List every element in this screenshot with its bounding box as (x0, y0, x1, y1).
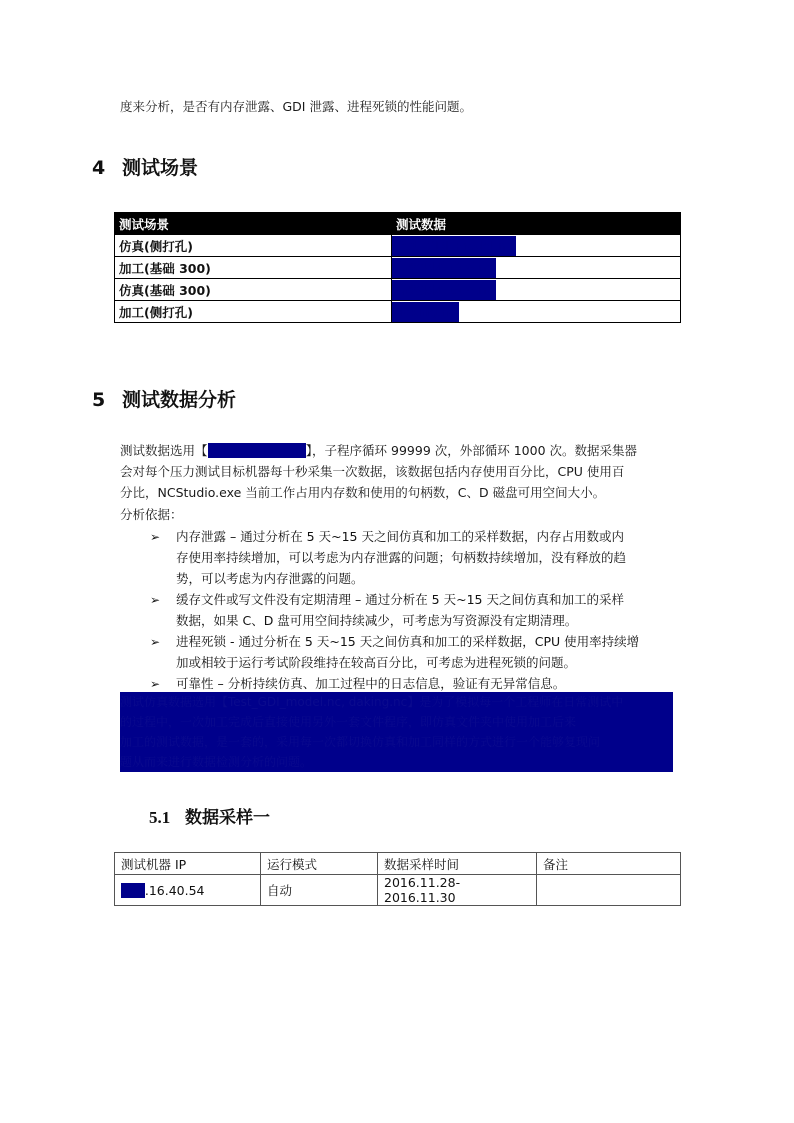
highlighted-line: 加工的测试数据，是一套的，采用每一次都切换仿真和加工同样的方式进行一个能够复现问 (120, 735, 601, 749)
section-4-heading (92, 153, 198, 180)
section-title: 测试场景 (122, 157, 199, 179)
sample-table (114, 852, 681, 906)
table-header-row (115, 213, 681, 235)
section-number: 5 (92, 389, 106, 411)
bullet-line: 势，可以考虑为内存泄露的问题。 (176, 571, 364, 586)
para-text: 测试数据选用【 (120, 443, 208, 458)
header-ip: 测试机器 IP (115, 853, 261, 875)
bullet-item (176, 526, 676, 589)
section-title: 数据采样一 (185, 808, 270, 828)
bullet-item (176, 673, 676, 694)
bullet-item (176, 631, 676, 673)
bullet-line: 存使用率持续增加，可以考虑为内存泄露的问题；句柄数持续增加，没有释放的趋 (176, 550, 627, 565)
table-row (115, 875, 681, 906)
section-title: 测试数据分析 (122, 389, 237, 411)
note-cell (537, 875, 681, 906)
scene-cell: 仿真(侧打孔) (115, 235, 392, 257)
highlighted-paragraph (120, 692, 673, 772)
time-cell: 2016.11.28-2016.11.30 (378, 875, 537, 906)
data-value-highlight: Test_GDI_model.nc (392, 236, 516, 256)
data-value-highlight: 高要集团-道环.nc (392, 258, 496, 278)
table-row (115, 235, 681, 257)
bullet-line: 进程死锁 - 通过分析在 5 天~15 天之间仿真和加工的采样数据，CPU 使用率持续增 (176, 634, 640, 649)
header-mode: 运行模式 (261, 853, 378, 875)
data-cell (392, 257, 681, 279)
analysis-paragraph-line-1 (120, 440, 637, 461)
ip-suffix: .16.40.54 (144, 882, 205, 898)
header-note: 备注 (537, 853, 681, 875)
header-time: 数据采样时间 (378, 853, 537, 875)
data-file-highlight: 高要集团-道环.nc (207, 443, 306, 458)
highlighted-line: 的过程中，一次加工完成后直接使用另外一套文件程序，即仿真文件夹中使用加工后来 (120, 715, 577, 729)
arrow-bullet-icon: ➢ (150, 635, 161, 649)
header-data: 测试数据 (392, 213, 681, 235)
mode-cell: 自动 (261, 875, 378, 906)
data-value-highlight: daking.nc (392, 302, 459, 322)
data-cell (392, 279, 681, 301)
arrow-bullet-icon: ➢ (150, 677, 161, 691)
bullet-line: 可靠性 – 分析持续仿真、加工过程中的日志信息，验证有无异常信息。 (176, 676, 566, 691)
table-row (115, 257, 681, 279)
data-cell (392, 235, 681, 257)
bullet-line: 内存泄露 – 通过分析在 5 天~15 天之间仿真和加工的采样数据，内存占用数或内 (176, 529, 624, 544)
table-row (115, 301, 681, 323)
section-number: 4 (92, 157, 106, 179)
bullet-line: 加或相较于运行考试阶段维持在较高百分比，可考虑为进程死锁的问题。 (176, 655, 577, 670)
scene-cell: 仿真(基础 300) (115, 279, 392, 301)
scene-table (114, 212, 681, 323)
ip-cell (115, 875, 261, 906)
bullet-item (176, 589, 676, 631)
analysis-paragraph-line-2: 会对每个压力测试目标机器每十秒采集一次数据，该数据包括内存使用百分比，CPU 使用百 (120, 464, 625, 479)
scene-cell: 加工(侧打孔) (115, 301, 392, 323)
section-5-1-heading (149, 803, 270, 828)
arrow-bullet-icon: ➢ (150, 530, 161, 544)
ip-prefix-highlight: 192 (121, 882, 145, 898)
data-cell (392, 301, 681, 323)
data-value-highlight: 高要集团-道环.nc (392, 280, 496, 300)
bullet-line: 数据，如果 C、D 盘可用空间持续减少，可考虑为写资源没有定期清理。 (176, 613, 578, 628)
scene-cell: 加工(基础 300) (115, 257, 392, 279)
arrow-bullet-icon: ➢ (150, 593, 161, 607)
header-scene: 测试场景 (115, 213, 392, 235)
section-number: 5.1 (149, 808, 171, 827)
intro-paragraph-tail: 度来分析，是否有内存泄露、GDI 泄露、进程死锁的性能问题。 (120, 99, 472, 114)
table-header-row (115, 853, 681, 875)
highlighted-line: 题从而来进行数据检测分析的问题。 (120, 755, 313, 769)
basis-label: 分析依据： (120, 507, 183, 522)
para-text: 】，子程序循环 99999 次，外部循环 1000 次。数据采集器 (305, 443, 638, 458)
bullet-line: 缓存文件或写文件没有定期清理 – 通过分析在 5 天~15 天之间仿真和加工的采样 (176, 592, 624, 607)
analysis-paragraph-line-3: 分比，NCStudio.exe 当前工作占用内存数和使用的句柄数，C、D 磁盘可用空间大小。 (120, 485, 606, 500)
highlighted-line: 测试仿真数据选用【Test_GDI_model.nc, daking.nc】是为了模拟每一个工程师在日常测试中 (120, 695, 624, 709)
table-row (115, 279, 681, 301)
section-5-heading (92, 385, 236, 412)
